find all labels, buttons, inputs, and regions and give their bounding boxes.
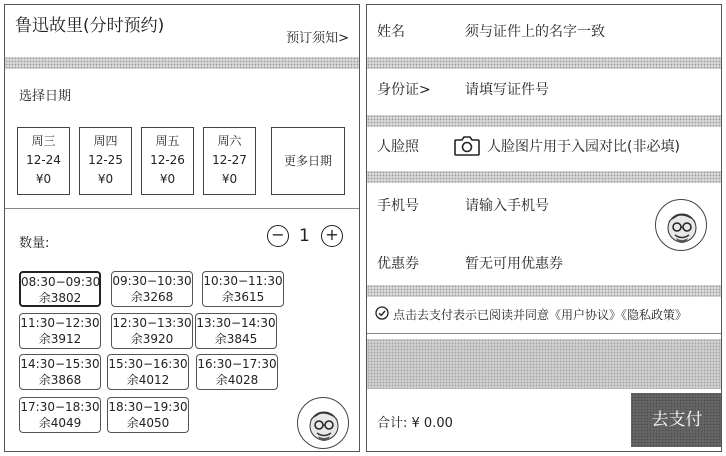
time-slot[interactable] (111, 313, 193, 349)
slot-remaining: 余4028 (215, 373, 259, 387)
slot-time: 18:30−19:30 (108, 400, 188, 414)
slot-remaining: 余3615 (221, 290, 265, 304)
divider-band (367, 57, 721, 69)
slot-time: 09:30−10:30 (112, 274, 192, 288)
mascot-avatar-icon[interactable] (655, 199, 707, 251)
time-slot[interactable] (19, 271, 101, 307)
slot-remaining: 余4050 (126, 416, 170, 430)
camera-icon[interactable] (453, 133, 481, 157)
visitor-info-panel (366, 4, 722, 452)
date-date: 12-25 (88, 153, 123, 167)
date-section-label: 选择日期 (19, 89, 72, 104)
quantity-label: 数量: (19, 236, 50, 251)
date-price: ¥0 (97, 172, 114, 186)
slot-time: 16:30−17:30 (197, 357, 277, 371)
gray-fill-area (367, 339, 721, 389)
more-dates-button[interactable]: 更多日期 (271, 127, 345, 195)
booking-notice-link[interactable]: 预订须知> (286, 31, 349, 46)
date-day: 周三 (31, 134, 56, 148)
id-type-selector[interactable]: 身份证> (377, 82, 431, 98)
date-date: 12-24 (26, 153, 61, 167)
face-photo-label: 人脸照 (377, 139, 419, 155)
date-day: 周四 (93, 134, 118, 148)
phone-label: 手机号 (377, 198, 419, 214)
date-card-sat[interactable] (203, 127, 256, 195)
divider-band (367, 115, 721, 127)
slot-time: 15:30−16:30 (108, 357, 188, 371)
date-card-fri[interactable] (141, 127, 194, 195)
time-slot[interactable] (19, 313, 101, 349)
date-day: 周五 (155, 134, 180, 148)
date-card-thu[interactable] (79, 127, 132, 195)
time-slot[interactable] (196, 354, 278, 390)
time-slot[interactable] (195, 313, 277, 349)
mascot-face-icon (298, 398, 349, 449)
mascot-avatar-icon[interactable] (297, 397, 349, 449)
coupon-value[interactable]: 暂无可用优惠券 (465, 256, 563, 272)
section-divider (367, 333, 721, 334)
face-photo-hint[interactable]: 人脸图片用于入园对比(非必填) (487, 139, 680, 155)
slot-time: 08:30−09:30 (21, 275, 101, 289)
id-number-input[interactable]: 请填写证件号 (465, 82, 549, 98)
divider-band (367, 171, 721, 183)
slot-remaining: 余3845 (214, 332, 258, 346)
slot-remaining: 余3268 (130, 290, 174, 304)
name-input[interactable]: 须与证件上的名字一致 (465, 24, 605, 40)
quantity-minus-button[interactable]: − (267, 225, 289, 247)
page-title: 鲁迅故里(分时预约) (15, 16, 165, 36)
pay-button[interactable]: 去支付 (631, 393, 722, 447)
slot-time: 10:30−11:30 (203, 274, 283, 288)
phone-input[interactable]: 请输入手机号 (465, 198, 549, 214)
divider-band (367, 285, 721, 297)
section-divider (5, 208, 359, 209)
time-slot[interactable] (19, 354, 101, 390)
mascot-face-icon (656, 200, 707, 251)
date-date: 12-27 (212, 153, 247, 167)
slot-time: 12:30−13:30 (112, 316, 192, 330)
time-slot[interactable] (111, 271, 193, 307)
slot-remaining: 余4012 (126, 373, 170, 387)
quantity-plus-button[interactable]: + (321, 225, 343, 247)
slot-time: 14:30−15:30 (20, 357, 100, 371)
date-price: ¥0 (221, 172, 238, 186)
slot-time: 17:30−18:30 (20, 400, 100, 414)
date-price: ¥0 (35, 172, 52, 186)
divider-band (5, 57, 359, 69)
time-slot[interactable] (19, 397, 101, 433)
checkmark-circle-icon[interactable] (375, 306, 389, 320)
name-label: 姓名 (377, 24, 405, 40)
date-card-wed[interactable] (17, 127, 70, 195)
date-date: 12-26 (150, 153, 185, 167)
agreement-text[interactable]: 点击去支付表示已阅读并同意《用户协议》《隐私政策》 (393, 308, 688, 322)
slot-remaining: 余3802 (38, 291, 82, 305)
slot-time: 13:30−14:30 (196, 316, 276, 330)
date-day: 周六 (217, 134, 242, 148)
total-amount: 合计: ¥ 0.00 (377, 416, 453, 431)
slot-remaining: 余3868 (38, 373, 82, 387)
slot-remaining: 余3912 (38, 332, 82, 346)
slot-remaining: 余4049 (38, 416, 82, 430)
date-price: ¥0 (159, 172, 176, 186)
time-slot[interactable] (202, 271, 284, 307)
coupon-label: 优惠券 (377, 256, 419, 272)
slot-remaining: 余3920 (130, 332, 174, 346)
time-slot[interactable] (107, 354, 189, 390)
slot-time: 11:30−12:30 (20, 316, 100, 330)
time-slot[interactable] (107, 397, 189, 433)
quantity-value: 1 (299, 226, 310, 246)
booking-panel (4, 4, 360, 452)
